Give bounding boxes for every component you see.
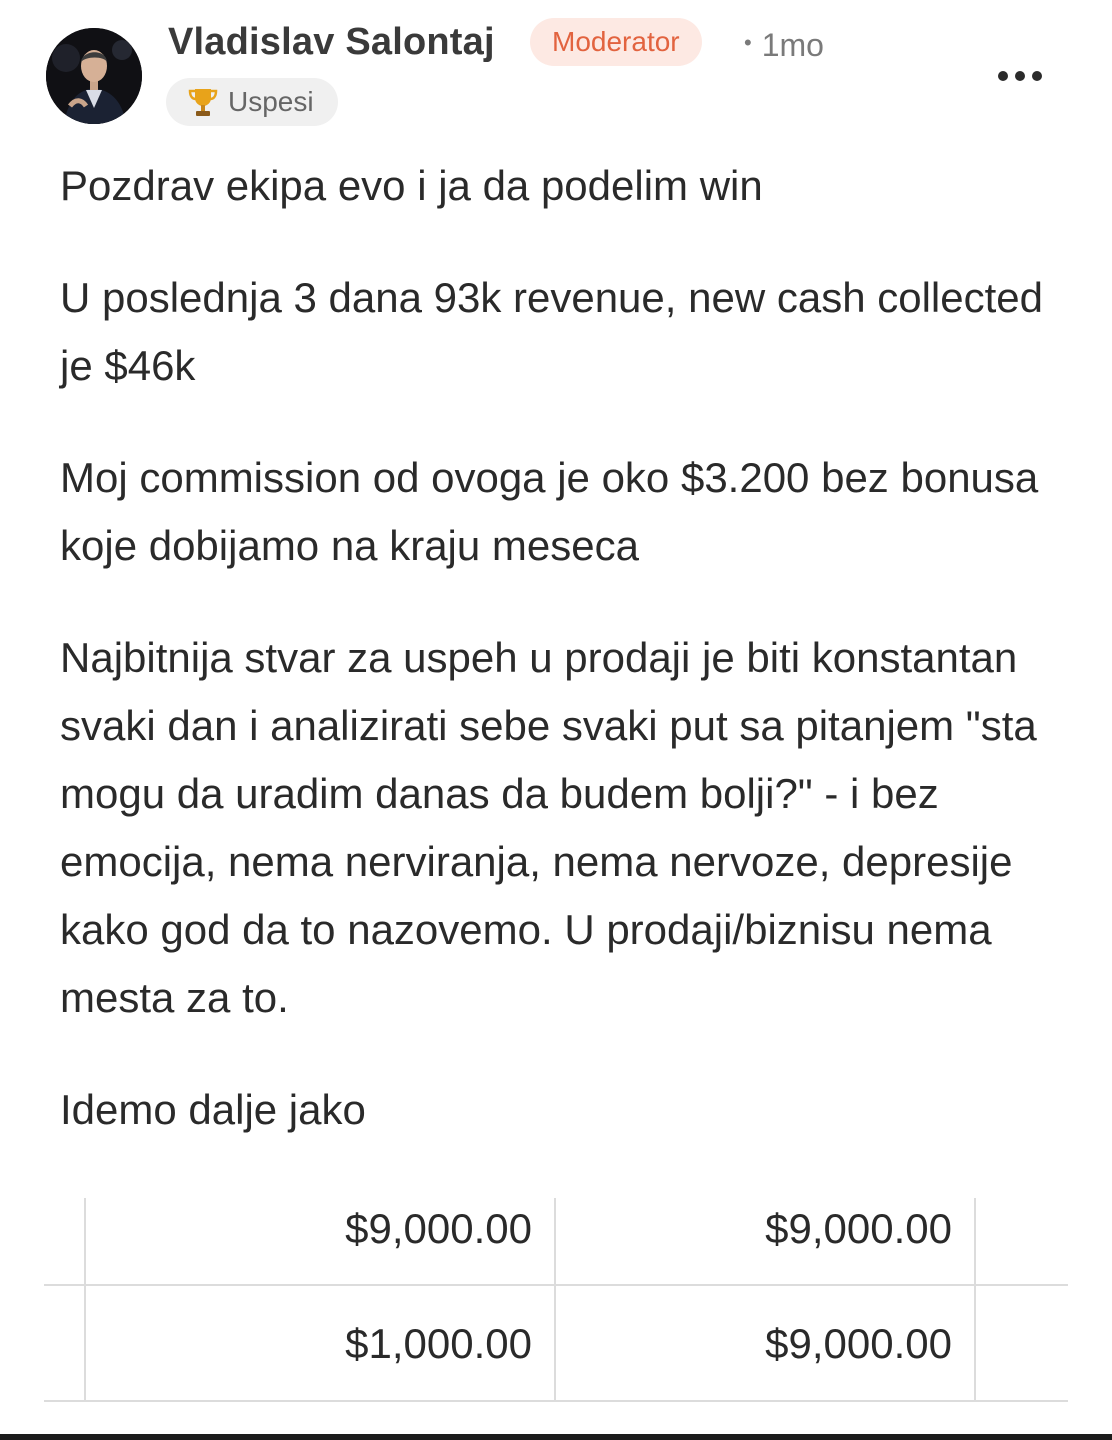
more-horizontal-icon [998,71,1008,81]
separator-dot: • [744,30,752,55]
post-paragraph: Idemo dalje jako [60,1086,366,1133]
more-dot [1032,71,1042,81]
category-chip[interactable] [166,78,338,126]
avatar[interactable] [46,28,142,124]
table-border [44,1400,1068,1402]
table-border [974,1198,976,1402]
table-border [84,1198,86,1402]
post-paragraph: U poslednja 3 dana 93k revenue, new cash collected je $46k [60,274,1043,389]
table-cell: $9,000.00 [765,1320,952,1367]
data-table [44,1198,1068,1402]
post-paragraph: Moj commission od ovoga je oko $3.200 bez bonusa koje dobijamo na kraju meseca [60,454,1039,569]
role-badge: Moderator [530,18,702,66]
time-ago: 1mo [761,27,824,63]
bottom-edge [0,1434,1112,1440]
author-name[interactable]: Vladislav Salontaj [168,21,495,63]
more-options-button[interactable] [994,58,1046,92]
post-paragraph: Najbitnija stvar za uspeh u prodaji je biti konstantan svaki dan i analizirati sebe svaki put sa pitanjem "sta mogu da uradim danas da budem bolji?" - i bez emocija, nema nerviranja, nema nervoze, depresije kako god da to nazovemo. U prodaji/biznisu nema mesta za to. [60,634,1037,1021]
table-border [554,1198,556,1402]
table-cell: $1,000.00 [345,1320,532,1367]
category-label: Uspesi [228,86,314,117]
avatar-photo [46,28,142,124]
table-cell: $9,000.00 [765,1205,952,1252]
post-body [60,152,1070,1188]
post-paragraph: Pozdrav ekipa evo i ja da podelim win [60,162,763,209]
table-border [44,1284,1068,1286]
trophy-icon [188,86,218,118]
more-dot [1015,71,1025,81]
post-timestamp [744,20,824,68]
table-cell: $9,000.00 [345,1205,532,1252]
